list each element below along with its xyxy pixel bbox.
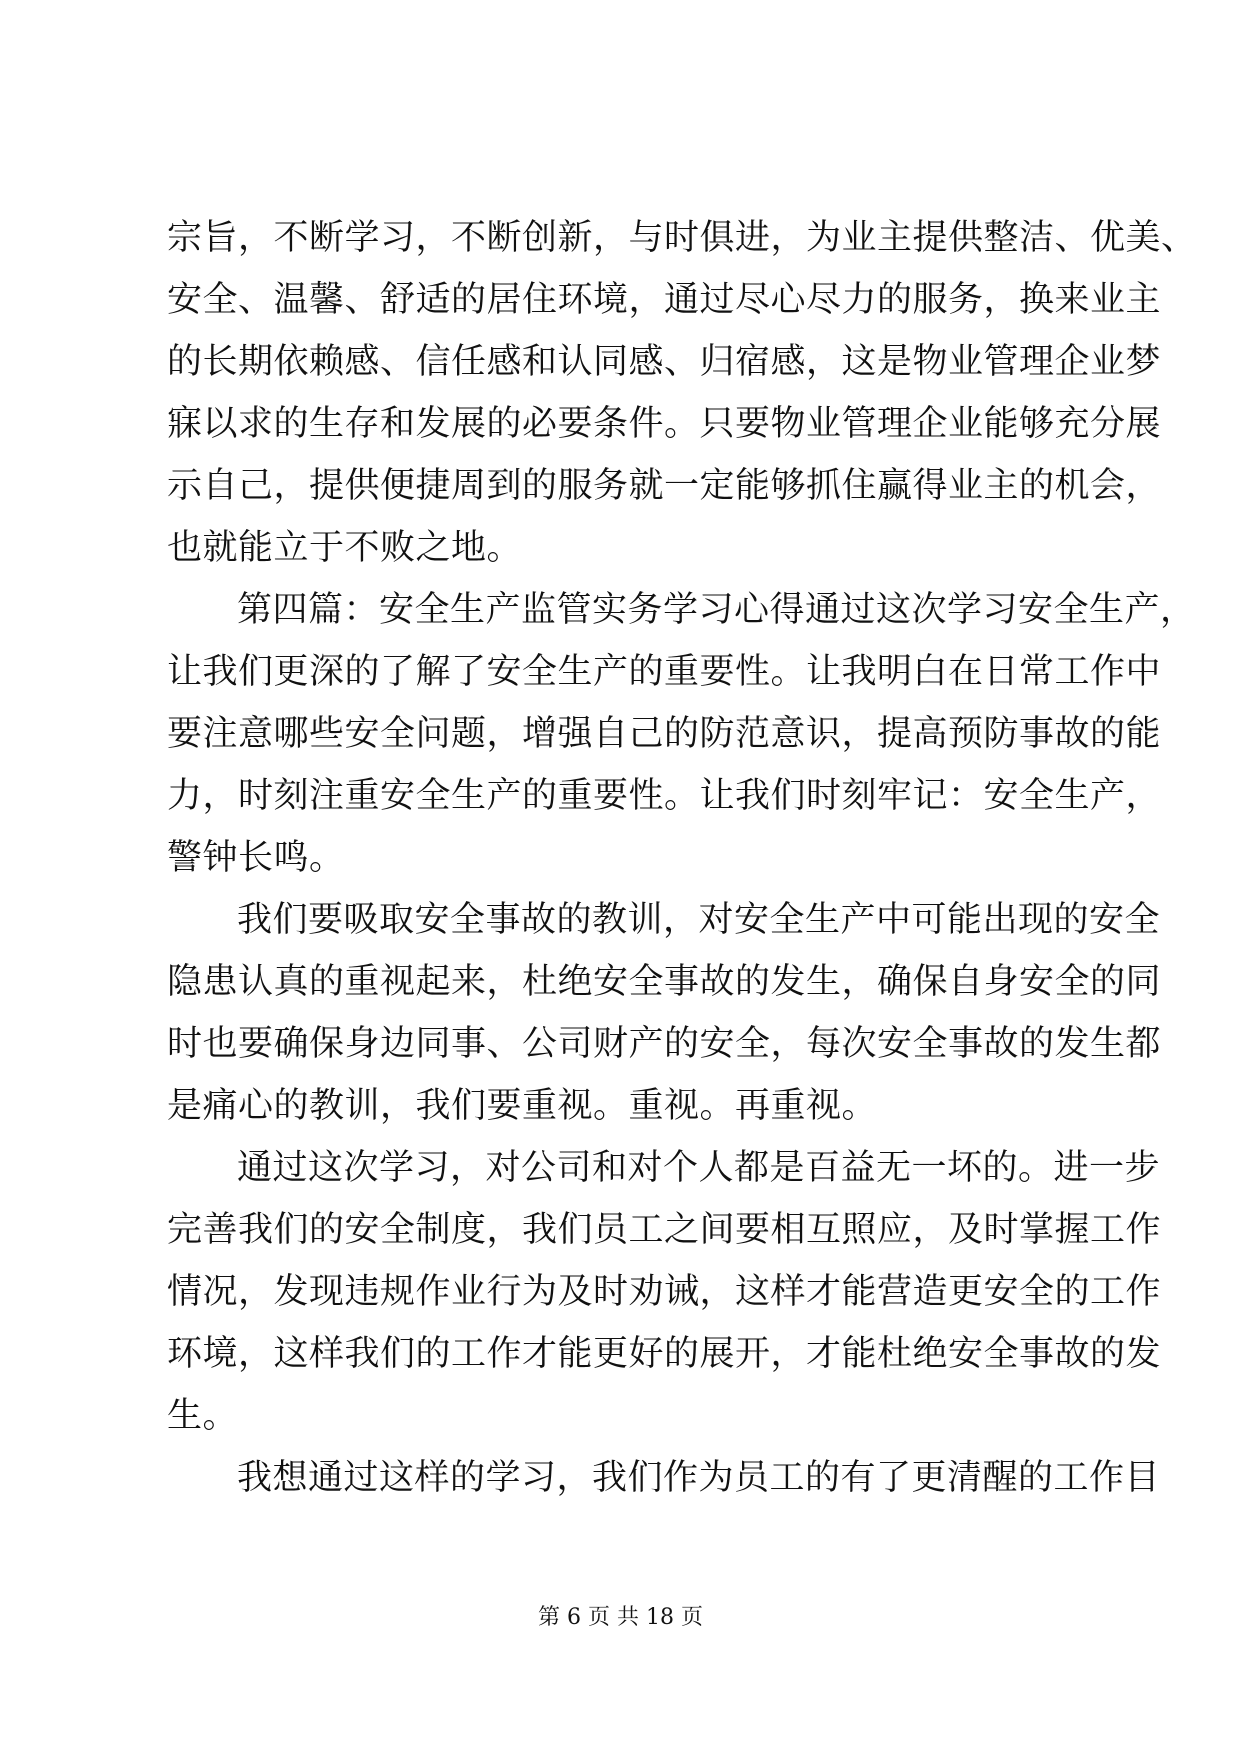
text-line: 安全、温馨、舒适的居住环境，通过尽心尽力的服务，换来业主 — [167, 280, 1162, 320]
text-line: 完善我们的安全制度，我们员工之间要相互照应，及时掌握工作 — [167, 1210, 1162, 1250]
text-line: 力，时刻注重安全生产的重要性。让我们时刻牢记：安全生产， — [167, 776, 1162, 816]
text-line: 生。 — [167, 1396, 239, 1436]
text-line: 隐患认真的重视起来，杜绝安全事故的发生，确保自身安全的同 — [167, 962, 1162, 1002]
text-line: 情况，发现违规作业行为及时劝诫，这样才能营造更安全的工作 — [167, 1272, 1162, 1312]
text-line: 我们要吸取安全事故的教训，对安全生产中可能出现的安全 — [237, 900, 1161, 940]
text-line: 要注意哪些安全问题，增强自己的防范意识，提高预防事故的能 — [167, 714, 1162, 754]
text-line: 我想通过这样的学习，我们作为员工的有了更清醒的工作目 — [237, 1458, 1161, 1498]
text-line: 警钟长鸣。 — [167, 838, 345, 878]
text-line: 寐以求的生存和发展的必要条件。只要物业管理企业能够充分展 — [167, 404, 1162, 444]
text-line: 让我们更深的了解了安全生产的重要性。让我明白在日常工作中 — [167, 652, 1162, 692]
text-line: 通过这次学习，对公司和对个人都是百益无一坏的。进一步 — [237, 1148, 1161, 1188]
text-line: 的长期依赖感、信任感和认同感、归宿感，这是物业管理企业梦 — [167, 342, 1162, 382]
text-line: 示自己，提供便捷周到的服务就一定能够抓住赢得业主的机会， — [167, 466, 1162, 506]
text-line: 也就能立于不败之地。 — [167, 528, 523, 568]
text-line: 环境，这样我们的工作才能更好的展开，才能杜绝安全事故的发 — [167, 1334, 1162, 1374]
text-line: 是痛心的教训，我们要重视。重视。再重视。 — [167, 1086, 878, 1126]
text-line: 时也要确保身边同事、公司财产的安全，每次安全事故的发生都 — [167, 1024, 1162, 1064]
text-line: 第四篇：安全生产监管实务学习心得通过这次学习安全生产， — [237, 590, 1196, 630]
text-line: 宗旨，不断学习，不断创新，与时俱进，为业主提供整洁、优美、 — [167, 218, 1197, 258]
document-body — [167, 207, 1197, 1509]
page-number-footer: 第 6 页 共 18 页 — [538, 1605, 703, 1630]
